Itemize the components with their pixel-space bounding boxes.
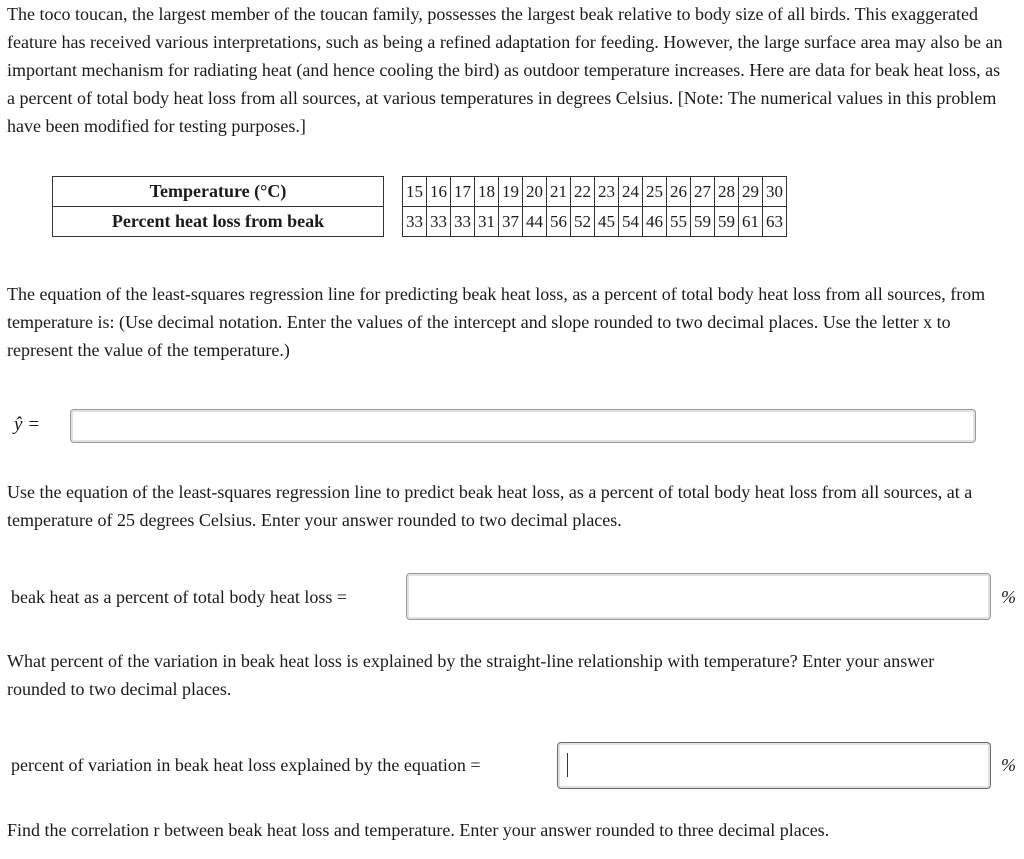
heat-loss-row-cell: 61 — [739, 207, 763, 237]
heat-loss-row-cell: 55 — [667, 207, 691, 237]
intro-paragraph: The toco toucan, the largest member of the toucan family, possesses the largest beak relative to body size of all birds. This exaggerated feature has received various interpretations, such as being a refined adaptation for feeding. However, the large surface area may also be an important mechanism for radiating heat (and hence cooling the bird) as outdoor temperature increases. Here are data for beak heat loss, as a percent of total body heat loss from all sources, at various temperatures in degrees Celsius. [Note: The numerical values in this problem have been modified for testing purposes.] — [7, 4, 1003, 136]
temperature-row-cell: 24 — [619, 177, 643, 207]
temperature-row-cell: 17 — [451, 177, 475, 207]
temperature-row-cell: 19 — [499, 177, 523, 207]
heat-loss-row-cell: 37 — [499, 207, 523, 237]
temperature-row-cell: 22 — [571, 177, 595, 207]
question-4-text: Find the correlation r between beak heat loss and temperature. Enter your answer rounded to three decimal places. — [7, 820, 830, 840]
percent-unit-2: % — [1001, 755, 1016, 775]
yhat-symbol: ŷ — [14, 414, 23, 435]
heat-loss-row-cell: 59 — [691, 207, 715, 237]
temperature-row-cell: 30 — [763, 177, 787, 207]
temperature-row-cell: 18 — [475, 177, 499, 207]
temperature-row-cell: 25 — [643, 177, 667, 207]
temperature-row-cell: 28 — [715, 177, 739, 207]
heat-loss-row-cell: 56 — [547, 207, 571, 237]
temperature-row-cell: 23 — [595, 177, 619, 207]
regression-equation-input[interactable] — [70, 409, 976, 443]
data-table — [52, 176, 787, 237]
heat-loss-row-cell: 63 — [763, 207, 787, 237]
heat-loss-row-cell: 52 — [571, 207, 595, 237]
heat-loss-row-cell: 33 — [403, 207, 427, 237]
temperature-row-label: Temperature (°C) — [53, 177, 384, 207]
table-gap — [384, 177, 403, 207]
heat-loss-row-cell: 54 — [619, 207, 643, 237]
question-3-text: What percent of the variation in beak heat loss is explained by the straight-line relationship with temperature? Enter your answer rounded to two decimal places. — [7, 651, 935, 699]
temperature-row-cell: 16 — [427, 177, 451, 207]
temperature-row-cell: 21 — [547, 177, 571, 207]
beak-heat-prediction-label: beak heat as a percent of total body heat loss = — [11, 587, 348, 607]
percent-unit-1: % — [1001, 587, 1016, 607]
heat-loss-row-cell: 44 — [523, 207, 547, 237]
variation-explained-input[interactable] — [557, 742, 991, 789]
question-2-text: Use the equation of the least-squares regression line to predict beak heat loss, as a percent of total body heat loss from all sources, at a temperature of 25 degrees Celsius. Enter your answer rounded to two decimal places. — [7, 482, 973, 530]
table-gap — [384, 207, 403, 237]
temperature-row-cell: 27 — [691, 177, 715, 207]
variation-explained-label: percent of variation in beak heat loss explained by the equation = — [11, 755, 481, 775]
temperature-row-cell: 29 — [739, 177, 763, 207]
heat-loss-row — [53, 207, 787, 237]
question-1-text: The equation of the least-squares regression line for predicting beak heat loss, as a percent of total body heat loss from all sources, from temperature is: (Use decimal notation. Enter the values of the intercept and slope rounded to two decimal places. Use the letter x to represent the value of the temperature.) — [7, 284, 986, 360]
temperature-row-cell: 26 — [667, 177, 691, 207]
temperature-row — [53, 177, 787, 207]
heat-loss-row-label: Percent heat loss from beak — [53, 207, 384, 237]
beak-heat-prediction-input[interactable] — [406, 573, 991, 620]
temperature-row-cell: 15 — [403, 177, 427, 207]
heat-loss-row-cell: 59 — [715, 207, 739, 237]
heat-loss-row-cell: 31 — [475, 207, 499, 237]
temperature-row-cell: 20 — [523, 177, 547, 207]
heat-loss-row-cell: 33 — [427, 207, 451, 237]
yhat-label — [14, 414, 39, 436]
heat-loss-row-cell: 45 — [595, 207, 619, 237]
heat-loss-row-cell: 46 — [643, 207, 667, 237]
text-cursor — [567, 753, 568, 777]
yhat-equals: = — [28, 414, 40, 435]
heat-loss-row-cell: 33 — [451, 207, 475, 237]
